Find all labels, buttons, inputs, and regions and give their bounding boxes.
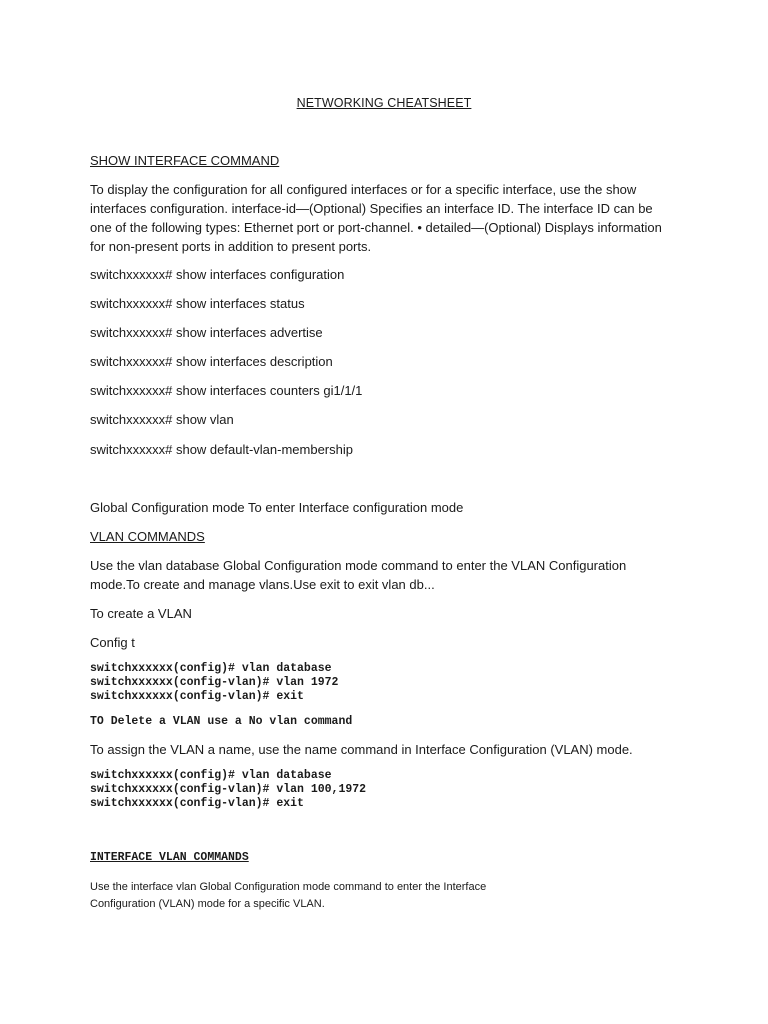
assign-vlan-code-line-3: switchxxxxxx(config-vlan)# exit xyxy=(90,797,304,810)
create-vlan-code-line-1: switchxxxxxx(config)# vlan database xyxy=(90,662,332,675)
show-command-1: switchxxxxxx# show interfaces configuration xyxy=(90,267,345,282)
assign-vlan-code-line-2: switchxxxxxx(config-vlan)# vlan 100,1972 xyxy=(90,783,367,796)
show-command-6: switchxxxxxx# show vlan xyxy=(90,412,234,427)
show-command-7: switchxxxxxx# show default-vlan-membership xyxy=(90,442,353,457)
assign-vlan-name-label: To assign the VLAN a name, use the name command in Interface Configuration (VLAN) mode. xyxy=(90,742,633,757)
vlan-commands-description: Use the vlan database Global Configuration mode command to enter the VLAN Configuration mode.To create and manage vlans.Use exit to exit vlan db... xyxy=(90,558,627,592)
config-t-label: Config t xyxy=(90,635,135,650)
show-interface-heading: SHOW INTERFACE COMMAND xyxy=(90,153,280,168)
assign-vlan-code-line-1: switchxxxxxx(config)# vlan database xyxy=(90,769,332,782)
global-config-note: Global Configuration mode To enter Interface configuration mode xyxy=(90,500,464,515)
create-vlan-label: To create a VLAN xyxy=(90,606,192,621)
create-vlan-code-line-2: switchxxxxxx(config-vlan)# vlan 1972 xyxy=(90,676,339,689)
show-command-2: switchxxxxxx# show interfaces status xyxy=(90,296,305,311)
interface-vlan-heading: INTERFACE VLAN COMMANDS xyxy=(90,851,249,864)
page-title: NETWORKING CHEATSHEET xyxy=(296,96,472,110)
delete-vlan-note: TO Delete a VLAN use a No vlan command xyxy=(90,715,353,728)
show-command-3: switchxxxxxx# show interfaces advertise xyxy=(90,325,323,340)
vlan-commands-heading: VLAN COMMANDS xyxy=(90,529,205,544)
interface-vlan-description: Use the interface vlan Global Configuration mode command to enter the Interface Configuration (VLAN) mode for a specific VLAN. xyxy=(90,881,487,910)
create-vlan-code-line-3: switchxxxxxx(config-vlan)# exit xyxy=(90,690,304,703)
show-command-5: switchxxxxxx# show interfaces counters gi1/1/1 xyxy=(90,383,363,398)
show-interface-description: To display the configuration for all configured interfaces or for a specific interface, use the show interfaces configuration. interface-id—(Optional) Specifies an interface ID. The interface ID can be one of the following types: Ethernet port or port-channel. • detailed—(Optional) Displays information for non-present ports in addition to present ports. xyxy=(90,182,662,254)
show-command-4: switchxxxxxx# show interfaces description xyxy=(90,354,333,369)
